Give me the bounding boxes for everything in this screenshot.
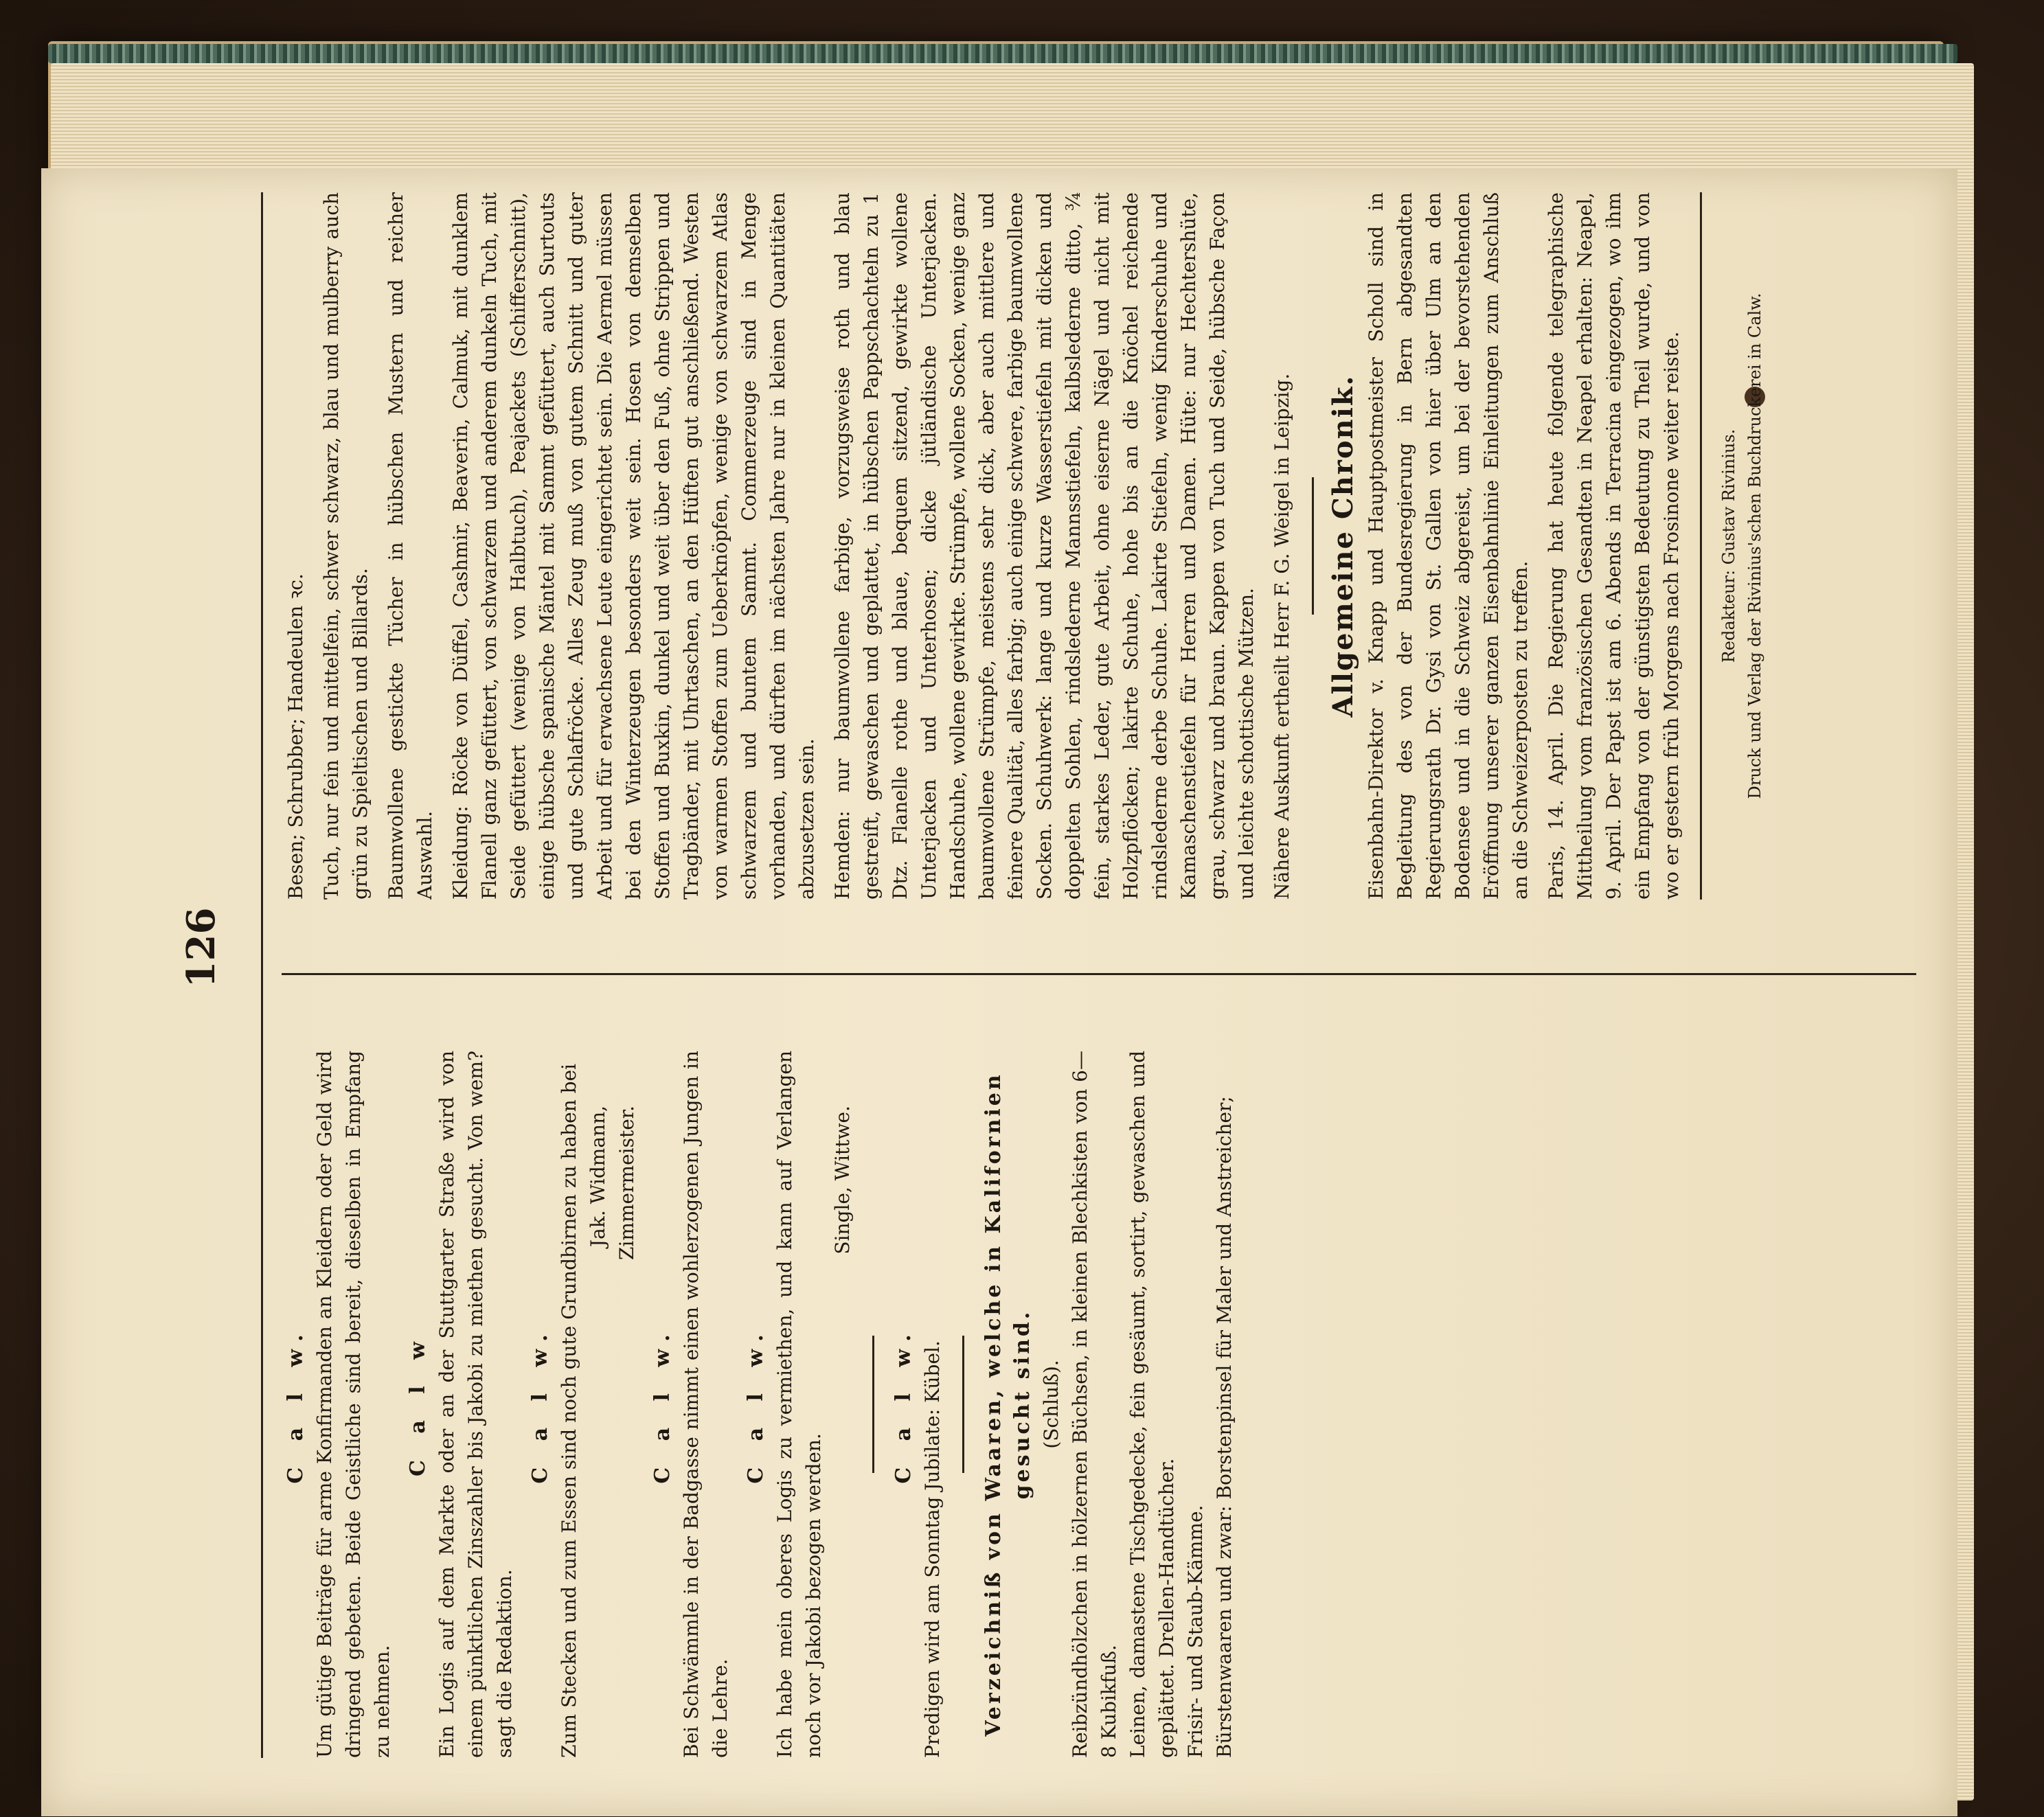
article-paragraph: Baumwollene gestickte Tücher in hübschen Mustern und reicher Auswahl. bbox=[385, 192, 436, 900]
notice-body: Ein Logis auf dem Markte oder an der Stuttgarter Straße wird von einem pünktlichen Zinszahler bis Jakobi zu miethen gesucht. Von wem? sagt die Redaktion. bbox=[435, 1051, 516, 1758]
notice-body: Zum Stecken und zum Essen sind noch gute Grundbirnen zu haben bei bbox=[558, 1063, 580, 1758]
page-number: 126 bbox=[179, 907, 224, 988]
article-paragraph: Bürstenwaaren und zwar: Borstenpinsel für Maler und Anstreicher; bbox=[1213, 1096, 1236, 1758]
article-paragraph: Leinen, damastene Tischgedecke, fein gesäumt, sortirt, gewaschen und geplättet. Drellen-Handtücher. bbox=[1126, 1051, 1178, 1758]
notice-signature-title: Zimmermeister. bbox=[615, 1106, 638, 1260]
notice-body: Ich habe mein oberes Logis zu vermiethen, und kann auf Verlangen noch vor Jakobi bezogen werden. bbox=[773, 1051, 825, 1758]
notice-heading: C a l w. bbox=[892, 1325, 916, 1484]
notice-1 bbox=[282, 1051, 397, 1758]
notice-3 bbox=[526, 1051, 641, 1758]
notice-heading: C a l w. bbox=[284, 1325, 308, 1484]
printed-content-rotated bbox=[165, 192, 1985, 1758]
header-rule bbox=[261, 192, 263, 1758]
notice-heading: C a l w. bbox=[528, 1325, 552, 1484]
book-spine-edge bbox=[48, 44, 1957, 63]
notice-4 bbox=[648, 1051, 735, 1758]
notice-body: Bei Schwämmle in der Badgasse nimmt einen wohlerzogenen Jungen in die Lehre. bbox=[680, 1051, 731, 1758]
article-paragraph: Reibzündhölzchen in hölzernen Büchsen, in kleinen Blechkisten von 6—8 Kubikfuß. bbox=[1069, 1051, 1120, 1758]
article-paragraph: Hemden: nur baumwollene farbige, vorzugsweise roth und blau gestreift, gewaschen und geplattet, in hübschen Pappschachteln zu 1 Dtz. Flanelle rothe und blaue, bequem sitzend, gewirkte wollene Unterjacken und Unterhosen; dicke jütländische Unterjacken. Handschuhe, wollene gewirkte. Strümpfe, wollene Socken, wenige ganz baumwollene Strümpfe, meistens sehr dick, aber auch mittlere und feinere Qualität, alles farbig; auch einige schwere, farbige baumwollene Socken. Schuhwerk: lange und kurze Wasserstiefeln mit dicken und doppelten Sohlen, rindslederne Mannsstiefeln, kalbslederne ditto, ¾ fein, starkes Leder, gute Arbeit, ohne eiserne Nägel und nicht mit Holzpflöcken; lakirte Schuhe, hohe bis an die Knöchel reichende rindslederne derbe Schuhe. Lakirte Stiefeln, wenig Kinderschuhe und Kamaschenstiefeln für Herren und Damen. Hüte: nur Hechtershüte, grau, schwarz und braun. Kappen von Tuch und Seide, hübsche Façon und leichte schottische Mützen. bbox=[831, 192, 1258, 900]
notice-body: Predigen wird am Sonntag Jubilate: Kübel. bbox=[921, 1340, 944, 1758]
notice-heading: C a l w. bbox=[650, 1325, 674, 1484]
separator-rule bbox=[872, 1336, 874, 1473]
section-title: Allgemeine Chronik. bbox=[1327, 374, 1359, 718]
article-waaren bbox=[979, 1051, 1239, 1758]
column-rule bbox=[282, 973, 1916, 975]
right-column bbox=[282, 192, 1944, 900]
notice-signature: Single, Wittwe. bbox=[831, 1106, 854, 1255]
article-paragraph: Tuch, nur fein und mittelfein, schwer schwarz, blau und mulberry auch grün zu Spieltischen und Billards. bbox=[320, 192, 372, 900]
separator-rule bbox=[962, 1336, 964, 1473]
notice-6 bbox=[889, 1051, 947, 1758]
imprint-printer: Druck und Verlag der Rivinius'schen Buchdruckerei in Calw. bbox=[1745, 293, 1764, 799]
news-paragraph: Eisenbahn-Direktor v. Knapp und Hauptpostmeister Scholl sind in Begleitung des von der Bundesregierung in Bern abgesandten Regierungsrath Dr. Gysi von St. Gallen von hier über Ulm an den Bodensee und in die Schweiz abgereist, um bei der bevorstehenden Eröffnung unserer ganzen Eisenbahnlinie Einleitungen zum Anschluß an die Schweizerposten zu treffen. bbox=[1365, 192, 1532, 900]
notice-heading: C a l w. bbox=[744, 1325, 768, 1484]
article-paragraph: Frisir- und Staub-Kämme. bbox=[1184, 1505, 1207, 1758]
article-title: Verzeichniß von Waaren, welche in Kalifornien gesucht sind. bbox=[981, 1072, 1034, 1737]
news-paragraph: Paris, 14. April. Die Regierung hat heute folgende telegraphische Mittheilung vom französischen Gesandten in Neapel erhalten: Neapel, 9. April. Der Papst ist am 6. Abends in Terracina eingezogen, wo ihm ein Empfang von der günstigsten Bedeutung zu Theil wurde, und von wo er gestern früh Morgens nach Frosinone weiter reiste. bbox=[1545, 192, 1683, 900]
notice-heading: C a l w bbox=[406, 1332, 430, 1476]
article-paragraph: Kleidung: Röcke von Düffel, Cashmir, Beaverin, Calmuk, mit dunklem Flanell ganz gefüttert, von schwarzem und anderem dunkeln Tuch, mit Seide gefüttert (wenige von Halbtuch), Peajackets (Schifferschnitt), einige hübsche spanische Mäntel mit Sammt gefüttert, auch Surtouts und gute Schlafröcke. Alles Zeug muß von gutem Schnitt und guter Arbeit und für erwachsene Leute eingerichtet sein. Die Aermel müssen bei den Winterzeugen besonders weit sein. Hosen von demselben Stoffen und Buxkin, dunkel und weit über den Fuß, ohne Strippen und Tragbänder, mit Uhrtaschen, an den Hüften gut anschließend. Westen von warmen Stoffen zum Ueberknöpfen, wenige von schwarzem Atlas schwarzem und buntem Sammt. Commerzeuge sind in Menge vorhanden, und dürften im nächsten Jahre nur in kleinen Quantitäten abzusetzen sein. bbox=[449, 192, 818, 900]
notice-2 bbox=[404, 1051, 519, 1758]
article-paragraph: Nähere Auskunft ertheilt Herr F. G. Weigel in Leipzig. bbox=[1271, 373, 1293, 900]
imprint-editor: Redakteur: Gustav Rivinius. bbox=[1719, 428, 1738, 663]
article-paragraph: Besen; Schrubber; Handeulen ꝛc. bbox=[284, 573, 307, 900]
notice-5 bbox=[742, 1051, 857, 1758]
notice-body: Um gütige Beiträge für arme Konfirmanden an Kleidern oder Geld wird dringend gebeten. Beide Geistliche sind bereit, dieselben in Empfang zu nehmen. bbox=[313, 1051, 394, 1758]
left-column bbox=[282, 1051, 1944, 1758]
page-header bbox=[165, 192, 240, 1758]
article-note: (Schluß). bbox=[1040, 1360, 1063, 1449]
separator-rule bbox=[1312, 477, 1314, 615]
notice-signature: Jak. Widmann, bbox=[587, 1106, 609, 1248]
imprint-rule bbox=[1700, 192, 1702, 900]
